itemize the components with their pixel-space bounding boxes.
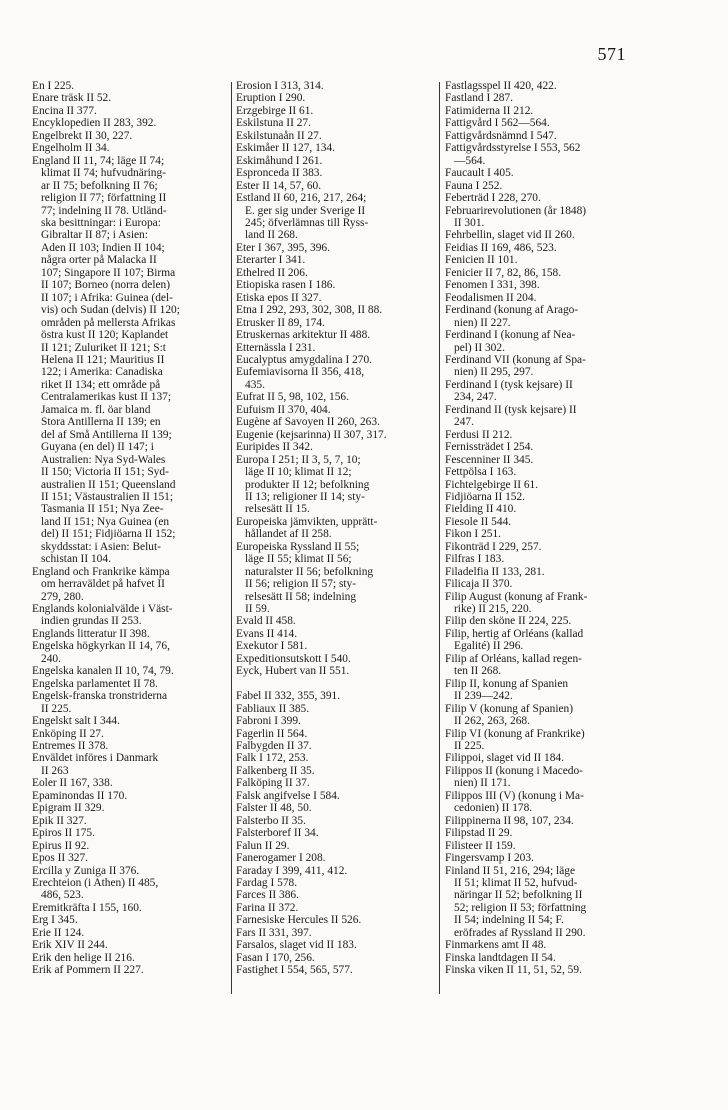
index-entry-continuation: II 107; i Afrika: Guinea (del-	[41, 291, 173, 304]
index-entry: Falun II 29.	[236, 839, 290, 852]
index-entry: Filippos III (V) (konung i Ma-	[445, 789, 584, 802]
index-entry: Ferdinand VII (konung af Spa-	[445, 353, 586, 366]
index-entry: Fernissträdet I 254.	[445, 441, 534, 454]
index-entry: Etruskernas arkitektur II 488.	[236, 329, 371, 342]
index-entry: Europa I 251; II 3, 5, 7, 10;	[236, 453, 361, 466]
index-entry: Filip August (konung af Frank-	[445, 590, 588, 603]
index-entry: Eufuism II 370, 404.	[236, 403, 331, 416]
index-entry: Exekutor I 581.	[236, 640, 308, 653]
index-entry: Falköping II 37.	[236, 777, 310, 790]
index-entry: Fenicier II 7, 82, 86, 158.	[445, 266, 562, 279]
index-entry: Falsterboref II 34.	[236, 827, 319, 840]
index-entry-continuation: II 54; indelning II 54; F.	[454, 914, 564, 927]
index-entry: Erik den helige II 216.	[32, 951, 135, 964]
index-entry-continuation: 107; Singapore II 107; Birma	[41, 266, 176, 279]
index-entry: Fenomen I 331, 398.	[445, 279, 540, 292]
index-entry: Eufemiavisorna II 356, 418,	[236, 366, 365, 379]
index-entry: Enare träsk II 52.	[32, 92, 112, 105]
index-entry: Fabel II 332, 355, 391.	[236, 690, 341, 703]
index-entry: Filippinerna II 98, 107, 234.	[445, 814, 574, 827]
index-entry: Engelsk-franska tronstriderna	[32, 690, 168, 703]
index-entry-continuation: nien) II 171.	[454, 777, 511, 790]
index-entry: Filippos II (konung i Macedo-	[445, 764, 583, 777]
index-entry: Falsterbo II 35.	[236, 814, 306, 827]
index-entry: Euripides II 342.	[236, 441, 313, 454]
index-entry: Erosion I 313, 314.	[236, 80, 324, 92]
index-entry-continuation: II 239—242.	[454, 690, 513, 703]
index-entry-continuation: indien grundas II 253.	[41, 615, 142, 628]
index-entry: Fescenniner II 345.	[445, 453, 534, 466]
index-entry-continuation: II 262, 263, 268.	[454, 715, 530, 728]
index-entry: Fardag I 578.	[236, 877, 298, 889]
index-entry: Expeditionsutskott I 540.	[236, 652, 351, 665]
index-entry-continuation: 486, 523.	[41, 889, 84, 902]
index-entry-continuation: australien II 151; Queensland	[41, 478, 176, 491]
index-entry-continuation: II 121; Zuluriket II 121; S:t	[41, 341, 166, 354]
index-entry: En I 225.	[32, 80, 75, 92]
index-entry: Fiesole II 544.	[445, 515, 512, 528]
index-entry: Entremes II 378.	[32, 740, 109, 753]
index-entry: Fattigvårdsnämnd I 547.	[445, 129, 557, 142]
index-entry: Fanerogamer I 208.	[236, 852, 326, 865]
index-entry: Fabroni I 399.	[236, 715, 301, 728]
index-entry: Engelskt salt I 344.	[32, 715, 120, 728]
index-column-2	[236, 80, 432, 977]
index-entry-continuation: II 51; klimat II 52, hufvud-	[454, 877, 578, 889]
index-entry-continuation: relsesätt II 58; indelning	[245, 590, 357, 603]
index-entry-continuation: II 151; Västaustralien II 151;	[41, 490, 174, 503]
index-entry: Fingersvamp I 203.	[445, 852, 534, 865]
index-entry: Engelska kanalen II 10, 74, 79.	[32, 665, 174, 678]
index-entry: Engelska högkyrkan II 14, 76,	[32, 640, 170, 653]
index-entry-continuation: ar II 75; befolkning II 76;	[41, 179, 158, 192]
index-entry: Falster II 48, 50.	[236, 802, 312, 815]
index-entry-continuation: rike) II 215, 220.	[454, 603, 532, 616]
index-entry-continuation: 245; öfverlämnas till Ryss-	[245, 216, 369, 229]
index-entry: Epigram II 329.	[32, 802, 105, 815]
index-entry: Finland II 51, 216, 294; läge	[445, 864, 576, 877]
index-entry: Filip V (konung af Spanien)	[445, 702, 574, 715]
index-entry-continuation: några orter på Malacka II	[41, 254, 157, 267]
index-entry: Farsalos, slaget vid II 183.	[236, 939, 357, 952]
index-entry: Filadelfia II 133, 281.	[445, 565, 545, 578]
index-entry-continuation: II 301.	[454, 216, 485, 229]
index-entry: Espronceda II 383.	[236, 167, 323, 180]
index-entry: Ercilla y Zuniga II 376.	[32, 864, 140, 877]
index-entry: Eruption I 290.	[236, 92, 306, 105]
index-entry-continuation: nien) II 227.	[454, 316, 511, 329]
index-entry: Fichtelgebirge II 61.	[445, 478, 539, 491]
index-entry-continuation: eröfrades af Ryssland II 290.	[454, 926, 586, 939]
index-entry: Ferdinand II (tysk kejsare) II	[445, 403, 577, 416]
index-entry: Eucalyptus amygdalina I 270.	[236, 353, 373, 366]
index-entry: Engelska parlamentet II 78.	[32, 677, 158, 690]
index-entry-continuation: del af Små Antillerna II 139;	[41, 428, 172, 441]
page-number: 571	[597, 44, 626, 64]
index-entry: Encina II 377.	[32, 104, 97, 117]
index-entry	[236, 678, 432, 690]
index-entry-continuation: 122; i Amerika: Canadiska	[41, 366, 163, 379]
index-entry-continuation: ska besittningar: i Europa:	[41, 216, 161, 229]
index-entry: Europeiska Ryssland II 55;	[236, 540, 360, 553]
index-entry: Fielding II 410.	[445, 503, 517, 516]
index-entry: Fikonträd I 229, 257.	[445, 540, 542, 553]
index-entry-continuation: läge II 55; klimat II 56;	[245, 553, 352, 566]
index-entry-continuation: II 225.	[454, 740, 485, 753]
column-divider	[231, 82, 232, 994]
index-entry: Fars II 331, 397.	[236, 926, 312, 939]
index-entry: Enväldet införes i Danmark	[32, 752, 159, 765]
index-entry: Ferdinand (konung af Arago-	[445, 304, 579, 317]
index-entry: Etrusker II 89, 174.	[236, 316, 325, 329]
index-entry-continuation: II 107; Borneo (norra delen)	[41, 279, 171, 292]
index-column-1	[32, 80, 227, 977]
index-entry: Epik II 327.	[32, 814, 87, 827]
index-entry-continuation: land II 268.	[245, 229, 298, 242]
index-entry: Farnesiske Hercules II 526.	[236, 914, 362, 927]
index-entry-continuation: Tasmania II 151; Nya Zee-	[41, 503, 164, 516]
index-entry: Ethelred II 206.	[236, 266, 308, 279]
index-entry-continuation: läge II 10; klimat II 12;	[245, 466, 352, 479]
index-entry-continuation: II 150; Victoria II 151; Syd-	[41, 466, 169, 479]
index-entry: Etternässla I 231.	[236, 341, 316, 354]
index-entry: Enköping II 27.	[32, 727, 104, 740]
index-entry: Fatimiderna II 212.	[445, 104, 534, 117]
index-entry-continuation: pel) II 302.	[454, 341, 505, 354]
index-entry: Feberträd I 228, 270.	[445, 192, 541, 205]
index-entry: Filip II, konung af Spanien	[445, 677, 569, 690]
index-entry: Filip af Orléans, kallad regen-	[445, 652, 582, 665]
index-entry-continuation: E. ger sig under Sverige II	[245, 204, 366, 217]
index-entry: Erik af Pommern II 227.	[32, 964, 144, 977]
index-entry: Falsk angifvelse I 584.	[236, 789, 340, 802]
index-entry-continuation: schistan II 104.	[41, 553, 111, 566]
index-entry: Fidjiöarna II 152.	[445, 490, 526, 503]
index-entry: Filicaja II 370.	[445, 578, 513, 591]
index-entry: Farces II 386.	[236, 889, 299, 902]
index-column-3	[445, 80, 681, 977]
index-entry: Engelbrekt II 30, 227.	[32, 129, 133, 142]
index-entry: Feidias II 169, 486, 523.	[445, 241, 557, 254]
index-entry-continuation: ten II 268.	[454, 665, 502, 678]
index-entry-continuation: 279, 280.	[41, 590, 84, 603]
index-entry: Eskimåhund I 261.	[236, 154, 323, 167]
index-entry: Ferdusi II 212.	[445, 428, 513, 441]
index-entry-continuation: näringar II 52; befolkning II	[454, 889, 583, 902]
index-entry: Europeiska jämvikten, upprätt-	[236, 515, 378, 528]
index-entry-continuation: Egalité) II 296.	[454, 640, 524, 653]
index-entry-continuation: om herraväldet på hafvet II	[41, 578, 165, 591]
index-entry-continuation: Stora Antillerna II 139; en	[41, 416, 161, 429]
index-entry: Erg I 345.	[32, 914, 78, 927]
index-entry: Falbygden II 37.	[236, 740, 312, 753]
index-entry: Fagerlin II 564.	[236, 727, 308, 740]
index-entry: Filisteer II 159.	[445, 839, 516, 852]
index-entry-continuation: relsesätt II 15.	[245, 503, 310, 516]
index-entry: Ferdinand I (konung af Nea-	[445, 329, 576, 342]
index-entry-continuation: Aden II 103; Indien II 104;	[41, 241, 165, 254]
index-entry-continuation: områden på mellersta Afrikas	[41, 316, 176, 329]
index-entry: Filfras I 183.	[445, 553, 505, 566]
index-entry: Faucault I 405.	[445, 167, 514, 180]
index-entry-continuation: —564.	[454, 154, 486, 167]
index-entry: Fastighet I 554, 565, 577.	[236, 964, 353, 977]
index-entry: Farina II 372.	[236, 901, 299, 914]
index-entry-continuation: Gibraltar II 87; i Asien:	[41, 229, 148, 242]
index-entry: Epiros II 175.	[32, 827, 95, 840]
index-entry: Fabliaux II 385.	[236, 702, 310, 715]
index-entry-continuation: hållandet af II 258.	[245, 528, 332, 541]
index-entry-continuation: II 263	[41, 764, 69, 777]
index-entry: Finska viken II 11, 51, 52, 59.	[445, 964, 582, 977]
index-entry: Englands litteratur II 398.	[32, 627, 150, 640]
index-entry: Eugenie (kejsarinna) II 307, 317.	[236, 428, 387, 441]
index-entry-continuation: vis) och Sudan (delvis) II 120;	[41, 304, 180, 317]
index-entry: Fattigvårdsstyrelse I 553, 562	[445, 142, 581, 155]
index-entry: Eskimåer II 127, 134.	[236, 142, 336, 155]
index-entry: Engelholm II 34.	[32, 142, 110, 155]
index-entry-continuation: Australien: Nya Syd-Wales	[41, 453, 166, 466]
index-entry-continuation: Jamaica m. fl. öar bland	[41, 403, 151, 416]
index-entry-continuation: 52; religion II 53; författning	[454, 901, 587, 914]
index-entry-continuation: skyddsstat: i Asien: Belut-	[41, 540, 161, 553]
index-entry: Fehrbellin, slaget vid II 260.	[445, 229, 575, 242]
index-entry: Fastlagsspel II 420, 422.	[445, 80, 557, 92]
index-entry: Ester II 14, 57, 60.	[236, 179, 322, 192]
index-entry: England och Frankrike kämpa	[32, 565, 170, 578]
index-entry: Eremitkräfta I 155, 160.	[32, 901, 142, 914]
index-entry: Fastland I 287.	[445, 92, 514, 105]
index-entry: Etiopiska rasen I 186.	[236, 279, 336, 292]
index-entry: Epaminondas II 170.	[32, 789, 128, 802]
index-entry-continuation: II 56; religion II 57; sty-	[245, 578, 357, 591]
index-entry: Eugène af Savoyen II 260, 263.	[236, 416, 380, 429]
index-entry: Englands kolonialvälde i Väst-	[32, 603, 173, 616]
index-entry: Fikon I 251.	[445, 528, 502, 541]
index-entry: Faraday I 399, 411, 412.	[236, 864, 348, 877]
index-entry: Erechteion (i Athen) II 485,	[32, 877, 159, 889]
index-entry: Fattigvård I 562—564.	[445, 117, 550, 130]
index-entry-continuation: klimat II 74; hufvudnäring-	[41, 167, 166, 180]
index-entry-continuation: 234, 247.	[454, 391, 497, 404]
index-entry: Fauna I 252.	[445, 179, 503, 192]
index-entry: Etna I 292, 293, 302, 308, II 88.	[236, 304, 383, 317]
index-entry: Evald II 458.	[236, 615, 296, 628]
index-entry-continuation: Centralamerikas kust II 137;	[41, 391, 172, 404]
index-entry: Fasan I 170, 256.	[236, 951, 315, 964]
index-entry: Filip, hertig af Orléans (kallad	[445, 627, 584, 640]
index-entry-continuation: Helena II 121; Mauritius II	[41, 353, 165, 366]
index-entry-continuation: 77; indelning II 78. Utländ-	[41, 204, 167, 217]
index-entry: Epirus II 92.	[32, 839, 90, 852]
index-entry: Etiska epos II 327.	[236, 291, 322, 304]
index-entry: Filippoi, slaget vid II 184.	[445, 752, 564, 765]
index-entry-continuation: riket II 134; ett område på	[41, 378, 161, 391]
index-entry: Eufrat II 5, 98, 102, 156.	[236, 391, 349, 404]
index-entry-continuation: II 13; religioner II 14; sty-	[245, 490, 365, 503]
index-entry-continuation: II 225.	[41, 702, 72, 715]
index-entry: Fenicien II 101.	[445, 254, 518, 267]
column-divider	[439, 82, 440, 994]
index-entry: Eter I 367, 395, 396.	[236, 241, 330, 254]
index-entry-continuation: Guyana (en del) II 147; i	[41, 441, 154, 454]
index-entry: Eyck, Hubert van II 551.	[236, 665, 350, 678]
index-entry: Eterarter I 341.	[236, 254, 306, 267]
index-entry: Erik XIV II 244.	[32, 939, 108, 952]
index-entry: Eskilstunaån II 27.	[236, 129, 322, 142]
index-entry-continuation: 435.	[245, 378, 265, 391]
index-entry-continuation: östra kust II 120; Kaplandet	[41, 329, 169, 342]
index-entry: Filip den sköne II 224, 225.	[445, 615, 572, 628]
index-entry: Erzgebirge II 61.	[236, 104, 314, 117]
index-entry: Fettpölsa I 163.	[445, 466, 517, 479]
index-entry: Eskilstuna II 27.	[236, 117, 311, 130]
index-entry: Ferdinand I (tysk kejsare) II	[445, 378, 573, 391]
index-entry: England II 11, 74; läge II 74;	[32, 154, 165, 167]
index-entry-continuation: land II 151; Nya Guinea (en	[41, 515, 170, 528]
index-entry: Encyklopedien II 283, 392.	[32, 117, 157, 130]
index-entry: Falkenberg II 35.	[236, 764, 315, 777]
index-entry: Epos II 327.	[32, 852, 88, 865]
index-entry-continuation: cedonien) II 178.	[454, 802, 533, 815]
index-entry-continuation: del) II 151; Fidjiöarna II 152;	[41, 528, 176, 541]
index-entry: Eoler II 167, 338.	[32, 777, 113, 790]
index-entry: Falk I 172, 253.	[236, 752, 309, 765]
index-entry-continuation: naturalster II 56; befolkning	[245, 565, 374, 578]
index-entry-continuation: religion II 77; författning II	[41, 192, 167, 205]
index-entry-continuation: 247.	[454, 416, 474, 429]
index-entry: Februarirevolutionen (år 1848)	[445, 204, 587, 217]
index-entry: Finska landtdagen II 54.	[445, 951, 556, 964]
index-entry-continuation: 240.	[41, 652, 61, 665]
index-entry-continuation: II 59.	[245, 603, 270, 616]
index-entry: Filipstad II 29.	[445, 827, 513, 840]
index-entry-continuation: produkter II 12; befolkning	[245, 478, 370, 491]
index-entry: Evans II 414.	[236, 627, 298, 640]
index-entry: Erie II 124.	[32, 926, 85, 939]
index-entry: Filip VI (konung af Frankrike)	[445, 727, 585, 740]
index-entry: Estland II 60, 216, 217, 264;	[236, 192, 367, 205]
index-entry: Feodalismen II 204.	[445, 291, 537, 304]
index-entry-continuation: nien) II 295, 297.	[454, 366, 534, 379]
index-entry: Finmarkens amt II 48.	[445, 939, 547, 952]
